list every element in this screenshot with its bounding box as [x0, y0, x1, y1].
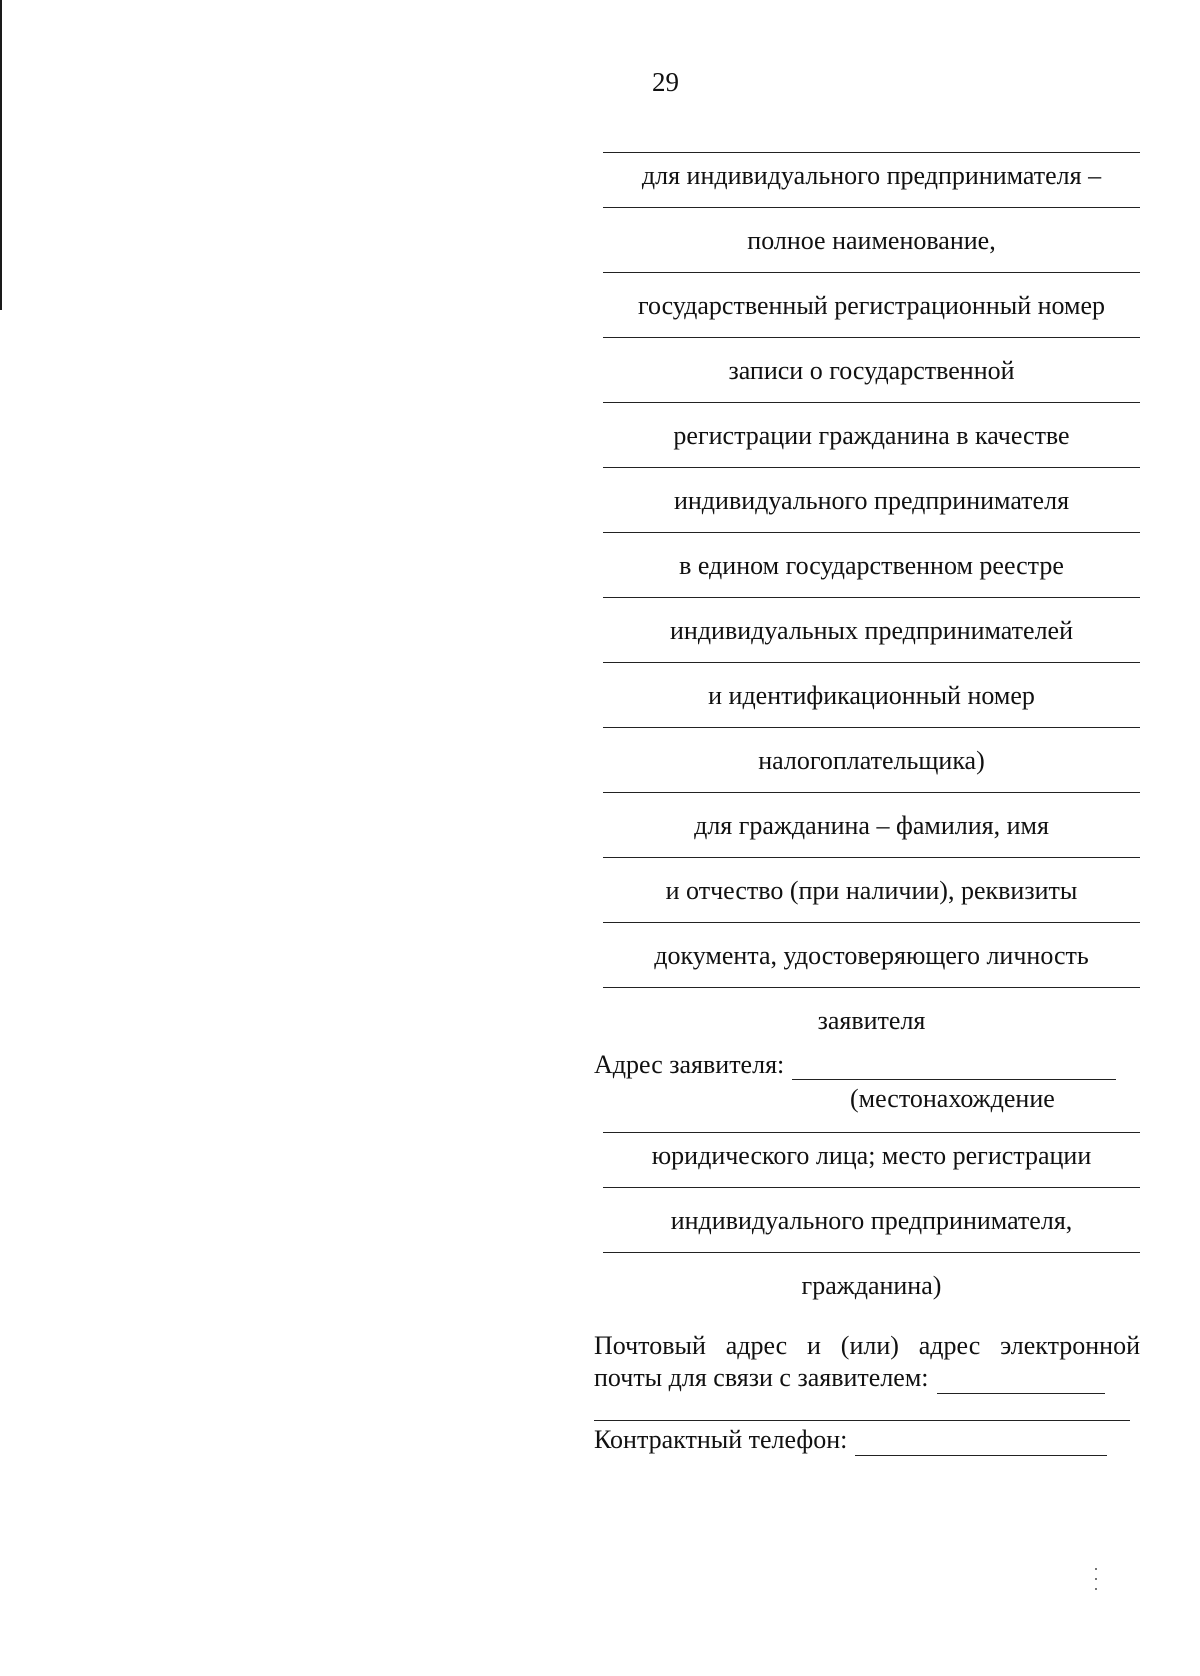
postal-address-line-1: Почтовый адрес и (или) адрес электронной: [594, 1331, 1140, 1360]
postal-address-row: [594, 1362, 1105, 1394]
blank-line[interactable]: [603, 532, 1140, 533]
caption-text: регистрации гражданина в качестве: [673, 421, 1070, 450]
blank-line[interactable]: [603, 987, 1140, 988]
caption-line: [603, 803, 1140, 868]
scan-edge-mark: [0, 0, 2, 310]
caption-line: [603, 1133, 1140, 1198]
phone-field[interactable]: [855, 1429, 1107, 1456]
caption-text: налогоплательщика): [758, 746, 985, 775]
caption-text: индивидуального предпринимателя: [673, 486, 1070, 515]
applicant-address-label: Адрес заявителя:: [594, 1050, 785, 1079]
caption-line: [603, 413, 1140, 478]
caption-text: индивидуального предпринимателя,: [670, 1206, 1073, 1235]
address-hint-block: [603, 1132, 1140, 1328]
postal-address-field[interactable]: [937, 1367, 1105, 1394]
caption-text: документа, удостоверяющего личность: [654, 941, 1089, 970]
address-hint-location: (местонахождение: [850, 1084, 1055, 1113]
blank-line[interactable]: [603, 662, 1140, 663]
applicant-description-block: [603, 152, 1140, 1063]
applicant-address-row: [594, 1050, 1116, 1080]
caption-line: [603, 673, 1140, 738]
caption-text: заявителя: [817, 1006, 926, 1035]
blank-line[interactable]: [603, 1187, 1140, 1188]
page-number: 29: [652, 67, 679, 97]
blank-line[interactable]: [603, 792, 1140, 793]
caption-text: для гражданина – фамилия, имя: [694, 811, 1049, 840]
blank-line[interactable]: [603, 597, 1140, 598]
caption-line: [603, 868, 1140, 933]
caption-text: и отчество (при наличии), реквизиты: [665, 876, 1078, 905]
blank-line[interactable]: [603, 1252, 1140, 1253]
caption-text: индивидуальных предпринимателей: [670, 616, 1073, 645]
blank-line[interactable]: [603, 727, 1140, 728]
caption-line: [603, 478, 1140, 543]
blank-line[interactable]: [603, 337, 1140, 338]
caption-text: в едином государственном реестре: [679, 551, 1064, 580]
caption-line: [603, 348, 1140, 413]
caption-text: записи о государственной: [728, 356, 1015, 385]
caption-line: [603, 153, 1140, 218]
postal-address-label: почты для связи с заявителем:: [594, 1363, 929, 1392]
caption-line: [603, 218, 1140, 283]
caption-line: [603, 1263, 1140, 1328]
blank-line[interactable]: [603, 207, 1140, 208]
caption-text: юридического лица; место регистрации: [651, 1141, 1092, 1170]
scan-specks: [1095, 1560, 1101, 1600]
blank-line[interactable]: [603, 402, 1140, 403]
caption-line: [603, 608, 1140, 673]
blank-line[interactable]: [603, 922, 1140, 923]
phone-row: [594, 1424, 1107, 1456]
caption-text: государственный регистрационный номер: [637, 291, 1106, 320]
caption-line: [603, 543, 1140, 608]
caption-line: [603, 1198, 1140, 1263]
applicant-address-field[interactable]: [792, 1053, 1116, 1080]
caption-text: полное наименование,: [747, 226, 996, 255]
phone-label: Контрактный телефон:: [594, 1425, 848, 1454]
caption-line: [603, 738, 1140, 803]
postal-address-extra-line[interactable]: [594, 1420, 1130, 1421]
caption-line: [603, 933, 1140, 998]
caption-text: и идентификационный номер: [708, 681, 1035, 710]
caption-text: для индивидуального предпринимателя –: [641, 161, 1102, 190]
caption-text: гражданина): [801, 1271, 942, 1300]
caption-line: [603, 283, 1140, 348]
blank-line[interactable]: [603, 467, 1140, 468]
blank-line[interactable]: [603, 857, 1140, 858]
blank-line[interactable]: [603, 272, 1140, 273]
